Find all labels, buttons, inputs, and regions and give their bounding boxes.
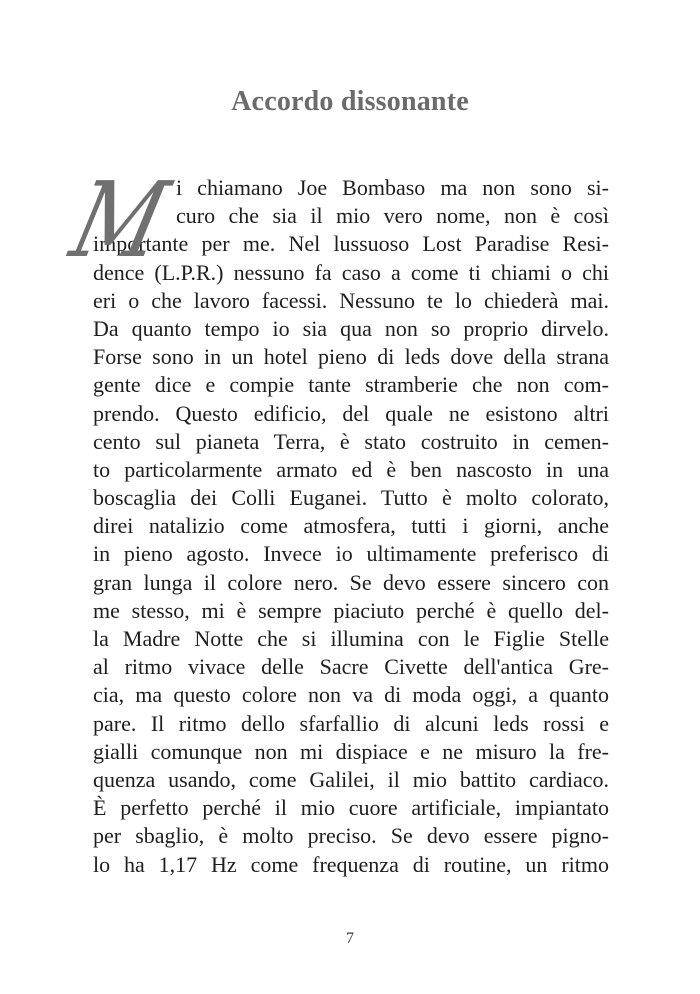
text-line: eri o che lavoro facessi. Nessuno te lo chiederà mai. — [93, 287, 609, 313]
chapter-title: Accordo dissonante — [231, 86, 469, 117]
text-line: pare. Il ritmo dello sfarfallio di alcuni leds rossi e — [93, 710, 609, 736]
text-line: importante per me. Nel lussuoso Lost Paradise Resi- — [93, 231, 609, 257]
text-line: Da quanto tempo io sia qua non so proprio dirvelo. — [93, 315, 609, 341]
text-line: in pieno agosto. Invece io ultimamente preferisco di — [93, 541, 609, 567]
text-line: lo ha 1,17 Hz come frequenza di routine, un ritmo — [93, 851, 609, 877]
drop-cap-letter: M — [60, 159, 179, 281]
text-line: boscaglia dei Colli Euganei. Tutto è molto colorato, — [93, 485, 609, 511]
text-line: i chiamano Joe Bombaso ma non sono si- — [176, 175, 609, 200]
text-line: prendo. Questo edificio, del quale ne esistono altri — [93, 400, 609, 426]
text-line: al ritmo vivace delle Sacre Civette dell'antica Gre- — [93, 654, 609, 680]
text-line: curo che sia il mio vero nome, non è così — [176, 203, 609, 229]
text-line: per sbaglio, è molto preciso. Se devo essere pigno- — [93, 823, 609, 849]
page-number: 7 — [346, 930, 354, 947]
text-line: dence (L.P.R.) nessuno fa caso a come ti chiami o chi — [93, 259, 609, 285]
text-line: to particolarmente armato ed è ben nascosto in una — [93, 456, 609, 482]
text-line: gialli comunque non mi dispiace e ne misuro la fre- — [93, 738, 609, 764]
chapter-body — [60, 159, 609, 879]
text-line: cia, ma questo colore non va di moda oggi, a quanto — [93, 682, 609, 708]
text-line: È perfetto perché il mio cuore artificiale, impiantato — [93, 795, 609, 821]
text-line: Forse sono in un hotel pieno di leds dove della strana — [93, 344, 609, 370]
text-line: la Madre Notte che si illumina con le Figlie Stelle — [93, 626, 609, 651]
text-line: cento sul pianeta Terra, è stato costruito in cemen- — [93, 428, 609, 454]
text-line: quenza usando, come Galilei, il mio battito cardiaco. — [93, 766, 609, 792]
text-line: gente dice e compie tante stramberie che non com- — [93, 372, 609, 398]
text-line: direi natalizio come atmosfera, tutti i giorni, anche — [93, 513, 609, 539]
text-line: me stesso, mi è sempre piaciuto perché è quello del- — [93, 597, 609, 623]
text-line: gran lunga il colore nero. Se devo essere sincero con — [93, 569, 609, 595]
